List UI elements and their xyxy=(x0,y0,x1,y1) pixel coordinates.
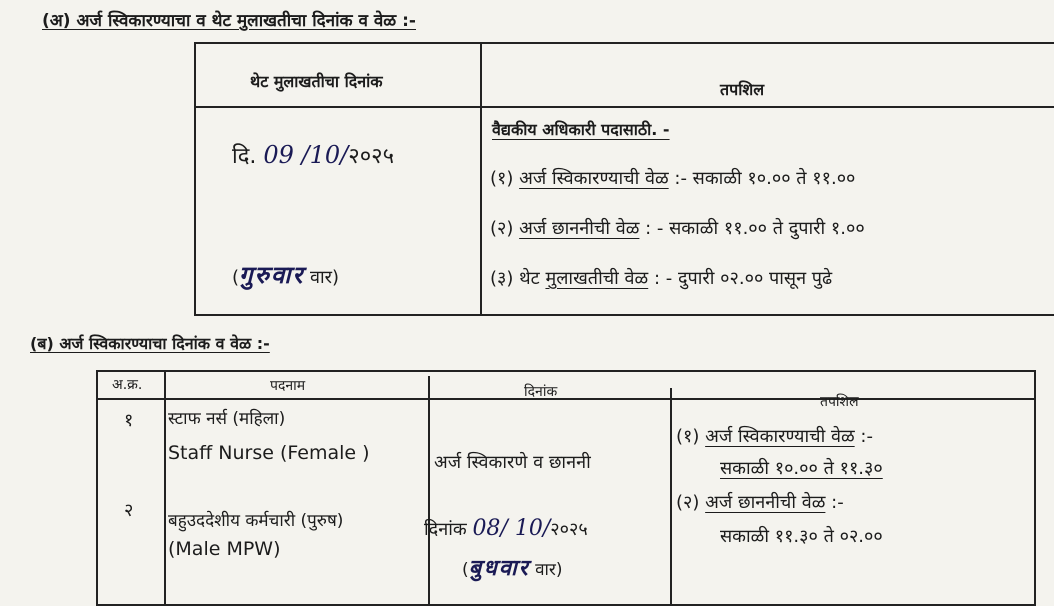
receipt-day xyxy=(462,552,563,582)
date-prefix: दि. xyxy=(232,144,257,169)
row-value: : - दुपारी ०२.०० पासून पुढे xyxy=(653,268,833,289)
detail-colon: :- xyxy=(860,426,873,447)
timing-row-1 xyxy=(490,166,855,190)
date-year: २०२५ xyxy=(550,519,588,540)
row-value: : - सकाळी ११.०० ते दुपारी १.०० xyxy=(645,218,865,239)
detail-colon: :- xyxy=(831,492,844,513)
row-number: (१) xyxy=(490,168,514,189)
row-1-sr: १ xyxy=(124,410,134,431)
day-open-paren: ( xyxy=(232,267,240,288)
section-a-col-divider xyxy=(480,42,482,316)
timing-row-2 xyxy=(490,216,865,240)
section-a-col1-header: थेट मुलाखतीचा दिनांक xyxy=(250,72,383,91)
receipt-date xyxy=(424,516,588,541)
section-a-header-divider xyxy=(194,106,1054,108)
row-value: :- सकाळी १०.०० ते ११.०० xyxy=(674,168,856,189)
detail-time-1: सकाळी १०.०० ते ११.३० xyxy=(720,458,883,479)
row-label: अर्ज स्विकारण्याची वेळ xyxy=(519,168,669,189)
date-prefix: दिनांक xyxy=(424,519,467,540)
section-a-col2-header: तपशिल xyxy=(720,80,765,99)
date-handwritten: 09 /10/ xyxy=(263,141,349,169)
section-b-col-divider-1 xyxy=(164,370,166,606)
detail-row-2 xyxy=(676,490,844,514)
section-b-header-divider xyxy=(96,398,1036,400)
row-2-sr: २ xyxy=(124,500,134,521)
date-year: २०२५ xyxy=(348,144,395,169)
header-post: पदनाम xyxy=(270,378,306,394)
detail-number: (१) xyxy=(676,426,700,447)
day-suffix: वार) xyxy=(310,267,340,288)
day-handwritten: बुधवार xyxy=(468,555,530,581)
row-2-post-mr: बहुउददेशीय कर्मचारी (पुरुष) xyxy=(168,511,344,531)
detail-number: (२) xyxy=(676,492,700,513)
post-title: वैद्यकीय अधिकारी पदासाठी. - xyxy=(492,120,670,139)
section-b-col-divider-3 xyxy=(670,388,672,606)
date-handwritten: 08/ 10/ xyxy=(472,516,551,541)
section-b-col-divider-2 xyxy=(428,376,430,606)
row-number: (२) xyxy=(490,218,514,239)
day-open-paren: ( xyxy=(462,560,469,580)
header-details: तपशिल xyxy=(820,394,859,410)
interview-day xyxy=(232,258,339,291)
day-handwritten: गुरुवार xyxy=(239,260,305,289)
row-label: अर्ज छाननीची वेळ xyxy=(519,218,640,239)
timing-row-3 xyxy=(490,266,832,290)
row-2-post-en: (Male MPW) xyxy=(168,538,281,560)
header-sr: अ.क्र. xyxy=(112,377,143,393)
date-description: अर्ज स्विकारणे व छाननी xyxy=(434,452,591,473)
row-label: मुलाखतीची वेळ xyxy=(545,268,649,289)
detail-label: अर्ज छाननीची वेळ xyxy=(705,492,826,513)
header-date: दिनांक xyxy=(524,384,558,400)
interview-date xyxy=(232,140,394,170)
detail-row-1 xyxy=(676,424,873,448)
row-1-post-en: Staff Nurse (Female ) xyxy=(168,442,370,464)
row-1-post-mr: स्टाफ नर्स (महिला) xyxy=(168,409,286,429)
detail-time-2: सकाळी ११.३० ते ०२.०० xyxy=(720,526,883,547)
row-number: (३) xyxy=(490,268,514,289)
day-suffix: वार) xyxy=(535,560,563,580)
section-b-heading: (ब) अर्ज स्विकारण्याचा दिनांक व वेळ :- xyxy=(30,334,270,353)
row-label-prefix: थेट xyxy=(519,268,540,289)
section-a-heading: (अ) अर्ज स्विकारण्याचा व थेट मुलाखतीचा दिनांक व वेळ :- xyxy=(42,11,416,31)
detail-label: अर्ज स्विकारण्याची वेळ xyxy=(705,426,855,447)
